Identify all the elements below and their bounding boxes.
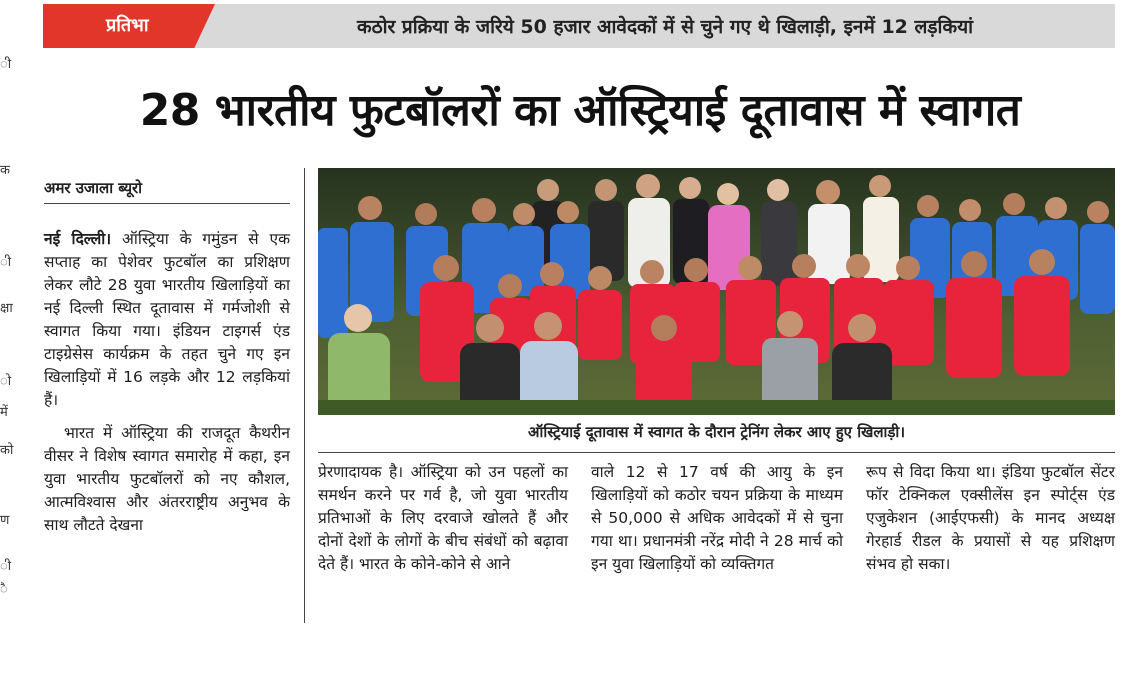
- gutter-glyph: को: [0, 443, 14, 458]
- team-photo: [318, 168, 1115, 415]
- photo-illustration: [318, 168, 1115, 415]
- column-divider: [304, 168, 305, 623]
- byline: अमर उजाला ब्यूरो: [44, 179, 143, 197]
- article-paragraph: [44, 228, 290, 412]
- article-paragraph: वाले 12 से 17 वर्ष की आयु के इन खिलाड़ियों को कठोर चयन प्रक्रिया के माध्यम से 50,000 से अधिक आवेदकों में से चुना गया था। प्रधानमंत्री नरेंद्र मोदी ने 28 मार्च को इन युवा खिलाड़ियों को व्यक्तिगत: [591, 463, 843, 573]
- gutter-glyph: में: [0, 405, 8, 420]
- gutter-glyph: ी: [0, 559, 12, 574]
- article-column-3: [591, 461, 843, 576]
- gutter-glyph: क्षा: [0, 301, 13, 316]
- dateline: नई दिल्ली।: [44, 230, 112, 248]
- article-column-2: [318, 461, 568, 576]
- adjacent-column-fragment: [0, 40, 14, 640]
- caption-rule: [318, 452, 1115, 453]
- article-column-1: [44, 228, 290, 537]
- gutter-glyph: क: [0, 163, 10, 178]
- gutter-glyph: ण: [0, 513, 10, 528]
- article-paragraph: रूप से विदा किया था। इंडिया फुटबॉल सेंटर फॉर टेक्निकल एक्सीलेंस इन स्पोर्ट्स एंड एजुकेशन (आईएफसी) के मानद अध्यक्ष गेरहार्ड रीडल के प्रयासों से यह प्रशिक्षण संभव हो सका।: [866, 463, 1115, 573]
- article-paragraph: भारत में ऑस्ट्रिया की राजदूत कैथरीन वीसर ने विशेष स्वागत समारोह में कहा, इन युवा भारतीय फुटबॉलरों को नए कौशल, आत्मविश्वास और अंतरराष्ट्रीय अनुभव के साथ लौटते देखना: [44, 424, 290, 534]
- gutter-glyph: ै: [0, 582, 8, 597]
- article-paragraph: प्रेरणादायक है। ऑस्ट्रिया को उन पहलों का समर्थन करने पर गर्व है, जो युवा भारतीय प्रतिभाओं के लिए दरवाजे खोलते हैं और दोनों देशों के लोगों के बीच संबंधों को बढ़ावा देते हैं। भारत के कोने-कोने से आने: [318, 463, 568, 573]
- byline-rule: [44, 203, 290, 204]
- section-tag: प्रतिभा: [106, 15, 149, 36]
- headline: 28 भारतीय फुटबॉलरों का ऑस्ट्रियाई दूतावास में स्वागत: [139, 85, 1021, 136]
- grass: [318, 400, 1115, 415]
- kicker-text: कठोर प्रक्रिया के जरिये 50 हजार आवेदकों में से चुने गए थे खिलाड़ी, इनमें 12 लड़कियां: [356, 16, 974, 38]
- gutter-glyph: ी: [0, 57, 12, 72]
- gutter-glyph: ो: [0, 374, 12, 389]
- paragraph-text: ऑस्ट्रिया के गमुंडन से एक सप्ताह का पेशेवर फुटबॉल का प्रशिक्षण लेकर लौटे 28 युवा भारतीय खिलाड़ियों का नई दिल्ली स्थित दूतावास में गर्मजोशी से स्वागत किया गया। इंडियन टाइगर्स एंड टाइग्रेसेस कार्यक्रम के तहत चुने गए इन खिलाड़ियों में 16 लड़के और 12 लड़कियां हैं।: [44, 230, 290, 409]
- photo-caption: ऑस्ट्रियाई दूतावास में स्वागत के दौरान ट्रेनिंग लेकर आए हुए खिलाड़ी।: [527, 423, 906, 441]
- article-column-4: [866, 461, 1115, 576]
- gutter-glyph: ी: [0, 255, 12, 270]
